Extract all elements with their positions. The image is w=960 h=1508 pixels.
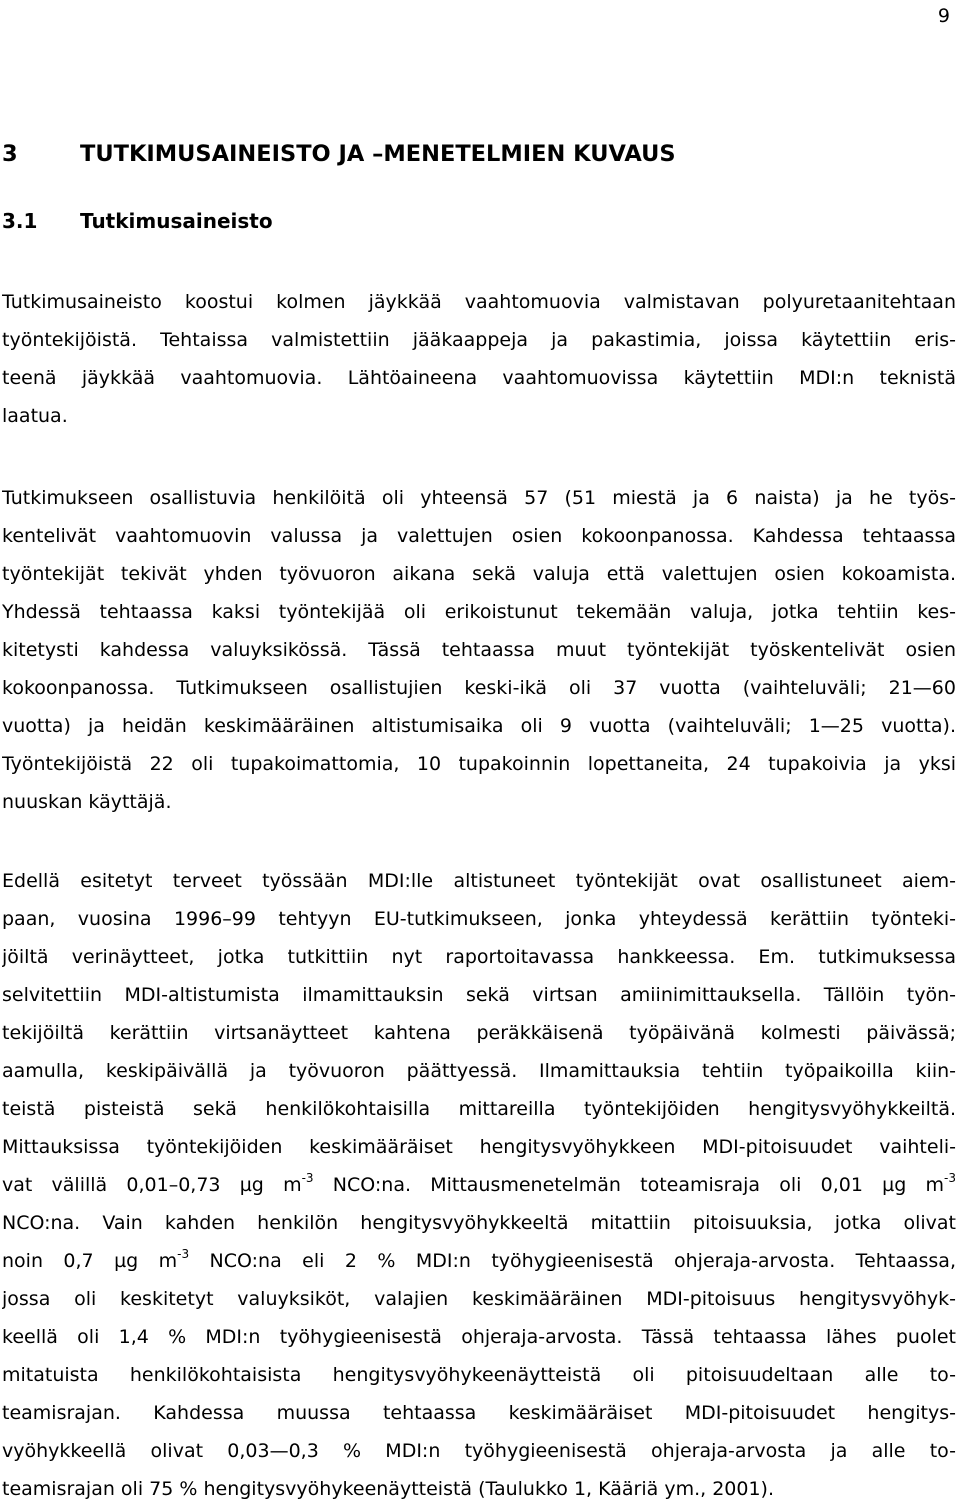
text-line: laatua.: [2, 405, 68, 427]
text-line: teamisrajan. Kahdessa muussa tehtaassa keskimääräiset MDI-pitoisuudet hengitys-: [2, 1402, 956, 1424]
text-line: tekijöiltä kerättiin virtsanäytteet kahtena peräkkäisenä työpäivänä kolmesti päivässä;: [2, 1022, 956, 1044]
text-line: kentelivät vaahtomuovin valussa ja valettujen osien kokoonpanossa. Kahdessa tehtaassa: [2, 525, 956, 547]
paragraph-study-material: [2, 283, 956, 435]
text-line: jossa oli keskitetyt valuyksiköt, valajien keskimääräinen MDI-pitoisuus hengitysvyöhyk-: [2, 1288, 956, 1310]
section-number: 3.1: [2, 209, 38, 233]
text-line: Työntekijöistä 22 oli tupakoimattomia, 10 tupakoinnin lopettaneita, 24 tupakoivia ja yksi: [2, 753, 956, 775]
chapter-title: TUTKIMUSAINEISTO JA –MENETELMIEN KUVAUS: [80, 141, 676, 167]
text-line: teenä jäykkää vaahtomuovia. Lähtöaineena vaahtomuovissa käytettiin MDI:n teknistä: [2, 367, 956, 389]
text-line: Mittauksissa työntekijöiden keskimääräiset hengitysvyöhykkeen MDI-pitoisuudet vaihteli-: [2, 1136, 956, 1158]
text-line: Tutkimusaineisto koostui kolmen jäykkää vaahtomuovia valmistavan polyuretaanitehtaan: [2, 291, 956, 313]
text-line: [2, 1242, 956, 1280]
text-line: keellä oli 1,4 % MDI:n työhygieenisestä ohjeraja-arvosta. Tässä tehtaassa lähes puolet: [2, 1326, 956, 1348]
text-line: paan, vuosina 1996–99 tehtyyn EU-tutkimukseen, jonka yhteydessä kerättiin työnteki-: [2, 908, 956, 930]
section-heading: [2, 205, 952, 237]
superscript: -3: [301, 1171, 314, 1185]
text-line: vyöhykkeellä olivat 0,03—0,3 % MDI:n työhygieenisestä ohjeraja-arvosta ja alle to-: [2, 1440, 956, 1462]
text-fragment: NCO:na eli 2 % MDI:n työhygieenisestä ohjeraja-arvosta. Tehtaassa,: [189, 1250, 956, 1272]
text-line: teamisrajan oli 75 % hengitysvyöhykeenäytteistä (Taulukko 1, Kääriä ym., 2001).: [2, 1478, 774, 1500]
text-line: kitetysti kahdessa valuyksikössä. Tässä tehtaassa muut työntekijät työskentelivät osien: [2, 639, 956, 661]
paragraph-exposure-measurements: [2, 862, 956, 1508]
chapter-number: 3: [2, 141, 18, 167]
text-line: jöiltä verinäytteet, jotka tutkittiin nyt raportoitavassa hankkeessa. Em. tutkimuksessa: [2, 946, 956, 968]
text-fragment: vat välillä 0,01–0,73 µg m: [2, 1174, 302, 1196]
text-line: Yhdessä tehtaassa kaksi työntekijää oli erikoistunut tekemään valuja, jotka tehtiin kes-: [2, 601, 956, 623]
text-line: kokoonpanossa. Tutkimukseen osallistujien keski-ikä oli 37 vuotta (vaihteluväli; 21—60: [2, 677, 956, 699]
text-line: mitatuista henkilökohtaisista hengitysvyöhykeenäytteistä oli pitoisuudeltaan alle to-: [2, 1364, 956, 1386]
text-line: nuuskan käyttäjä.: [2, 791, 172, 813]
text-line: työntekijät tekivät yhden työvuoron aikana sekä valuja että valettujen osien kokoamista.: [2, 563, 956, 585]
text-fragment: NCO:na. Mittausmenetelmän toteamisraja oli 0,01 µg m: [313, 1174, 945, 1196]
text-line: aamulla, keskipäivällä ja työvuoron päättyessä. Ilmamittauksia tehtiin työpaikoilla kiin-: [2, 1060, 956, 1082]
text-line: selvitettiin MDI-altistumista ilmamittauksin sekä virtsan amiinimittauksella. Tällöin työn-: [2, 984, 956, 1006]
text-line: NCO:na. Vain kahden henkilön hengitysvyöhykkeeltä mitattiin pitoisuuksia, jotka olivat: [2, 1212, 956, 1234]
superscript: -3: [177, 1247, 190, 1261]
text-fragment: noin 0,7 µg m: [2, 1250, 178, 1272]
text-line: vuotta) ja heidän keskimääräinen altistumisaika oli 9 vuotta (vaihteluväli; 1—25 vuotta).: [2, 715, 956, 737]
text-line: työntekijöistä. Tehtaissa valmistettiin jääkaappeja ja pakastimia, joissa käytettiin eris-: [2, 329, 956, 351]
text-line: [2, 1166, 956, 1204]
section-title: Tutkimusaineisto: [80, 209, 273, 233]
superscript: -3: [944, 1171, 956, 1185]
page-number: 9: [937, 5, 950, 27]
text-line: Tutkimukseen osallistuvia henkilöitä oli yhteensä 57 (51 miestä ja 6 naista) ja he työs-: [2, 487, 956, 509]
text-line: teistä pisteistä sekä henkilökohtaisilla mittareilla työntekijöiden hengitysvyöhykkeiltä.: [2, 1098, 956, 1120]
chapter-heading: [2, 138, 952, 170]
text-line: Edellä esitetyt terveet työssään MDI:lle altistuneet työntekijät ovat osallistuneet aiem-: [2, 870, 956, 892]
paragraph-participants: [2, 479, 956, 821]
